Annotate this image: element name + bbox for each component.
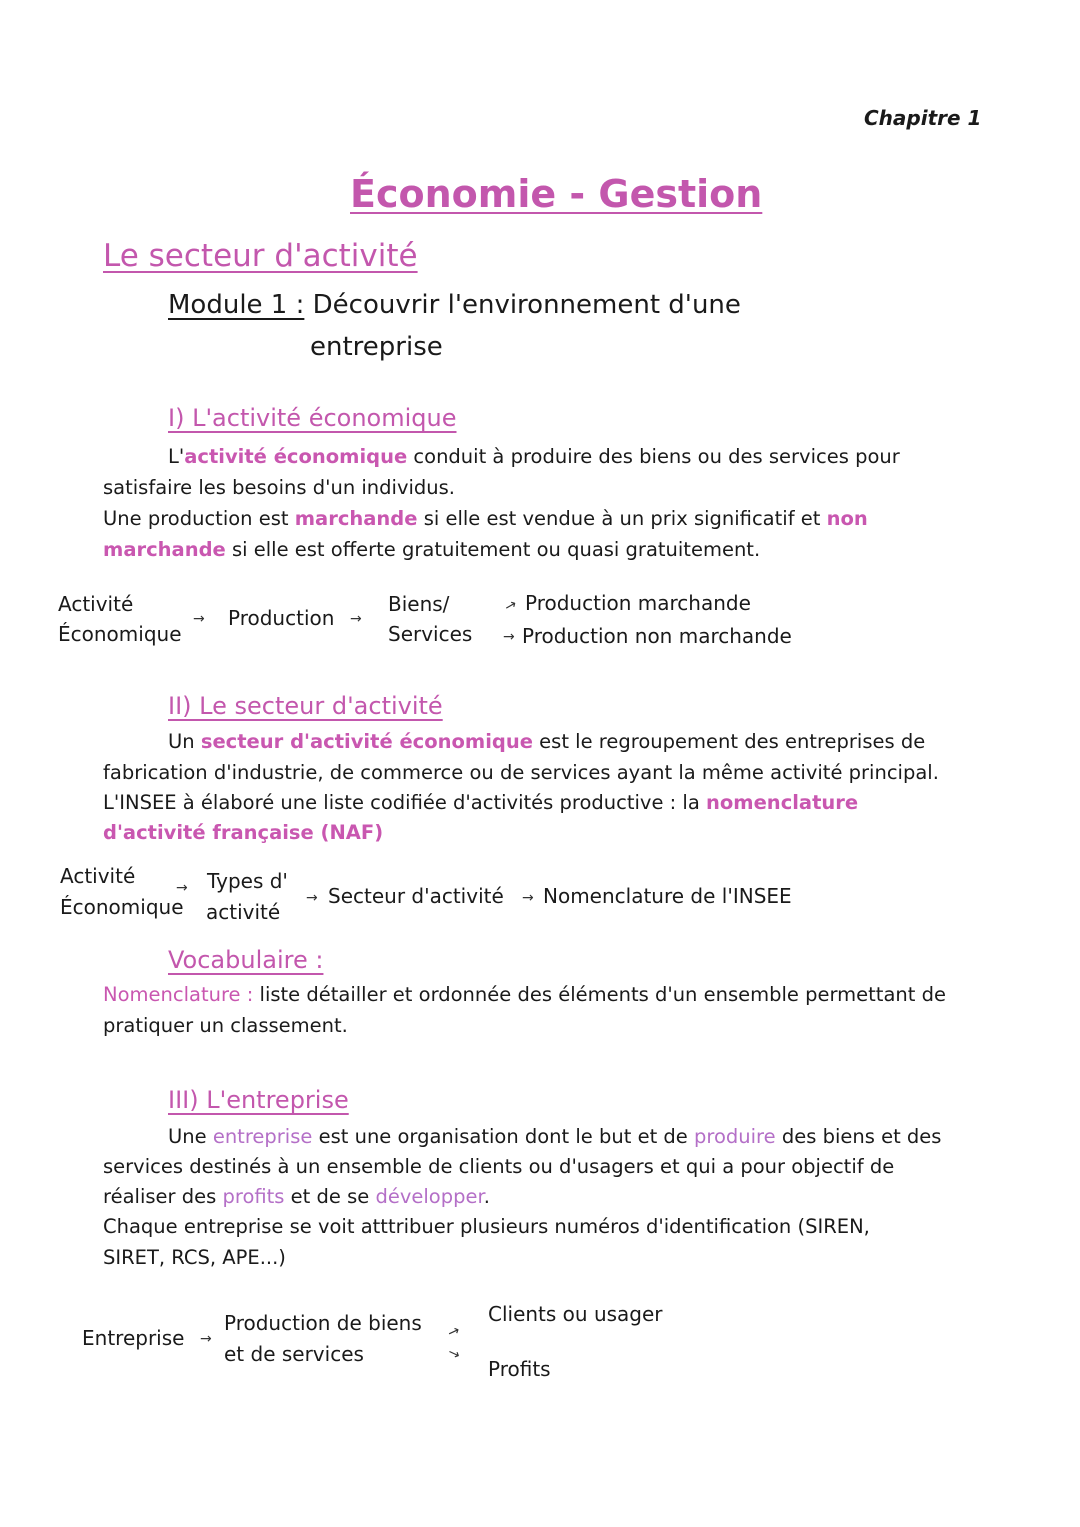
vocab-term: Nomenclature :	[103, 983, 254, 1006]
arrow-right-icon: →	[522, 890, 534, 906]
arrow-right-icon: →	[503, 629, 515, 645]
text: réaliser des	[103, 1185, 223, 1208]
text: liste détailler et ordonnée des éléments d'un ensemble permettant de	[253, 983, 946, 1006]
arrow-right-icon: →	[200, 1331, 212, 1347]
text: Une	[168, 1125, 213, 1148]
module-title	[168, 290, 741, 320]
diagram2-secteur: Secteur d'activité	[328, 884, 504, 908]
term-entreprise: entreprise	[212, 1125, 313, 1148]
section3-paragraph-line5: SIRET, RCS, APE...)	[103, 1246, 286, 1269]
text: Un	[168, 730, 201, 753]
text: Une production est	[103, 507, 295, 530]
diagram1-economique: Économique	[58, 622, 182, 646]
text: L'INSEE à élaboré une liste codifiée d'activités productive : la	[103, 791, 706, 814]
section3-paragraph-line3	[103, 1182, 490, 1213]
text: est le regroupement des entreprises de	[532, 730, 926, 753]
term-marchande-2: marchande	[103, 538, 226, 561]
term-non: non	[826, 507, 868, 530]
term-secteur-activite: secteur d'activité économique	[200, 730, 533, 753]
text: conduit à produire des biens ou des services pour	[407, 445, 900, 468]
diagram3-entreprise: Entreprise	[82, 1326, 185, 1350]
diagram3-services: et de services	[224, 1342, 364, 1366]
diagram3-profits: Profits	[488, 1357, 551, 1381]
section2-heading: II) Le secteur d'activité	[168, 692, 443, 720]
section2-paragraph-line1	[168, 727, 925, 758]
arrow-right-icon: →	[306, 890, 318, 906]
section1-paragraph-line3	[103, 504, 868, 535]
section1-paragraph-line4	[103, 535, 760, 566]
term-profits: profits	[222, 1185, 285, 1208]
section1-paragraph-line1	[168, 442, 900, 473]
vocab-line1	[103, 980, 946, 1011]
diagram2-activite: Activité	[60, 864, 136, 888]
module-text-line1: Découvrir l'environnement d'une	[312, 290, 741, 320]
diagram1-production-marchande: Production marchande	[525, 591, 751, 615]
text: est une organisation dont le but et de	[312, 1125, 694, 1148]
module-label: Module 1 :	[168, 290, 305, 320]
section1-paragraph-line2: satisfaire les besoins d'un individus.	[103, 476, 455, 499]
chapter-label: Chapitre 1	[864, 106, 982, 130]
section2-paragraph-line4: d'activité française (NAF)	[103, 821, 384, 844]
section3-heading: III) L'entreprise	[168, 1086, 349, 1114]
term-activite-economique: activité économique	[184, 445, 408, 468]
diagram3-clients: Clients ou usager	[488, 1302, 663, 1326]
arrow-up-right-icon: →	[445, 1322, 463, 1342]
diagram1-biens: Biens/	[388, 592, 450, 616]
diagram1-activite: Activité	[58, 592, 134, 616]
diagram1-production: Production	[228, 606, 335, 630]
text: .	[483, 1185, 490, 1208]
subject-title: Le secteur d'activité	[103, 238, 418, 274]
text: L'	[168, 445, 185, 468]
text: et de se	[284, 1185, 376, 1208]
vocab-line2: pratiquer un classement.	[103, 1014, 348, 1037]
diagram2-economique: Économique	[60, 895, 184, 919]
arrow-right-icon: →	[176, 880, 188, 896]
section3-paragraph-line1	[168, 1122, 941, 1153]
term-nomenclature: nomenclature	[705, 791, 859, 814]
module-text-line2: entreprise	[310, 332, 443, 362]
diagram1-services: Services	[388, 622, 473, 646]
arrow-right-icon: →	[193, 611, 205, 627]
diagram2-types: Types d'	[207, 869, 288, 893]
vocab-heading: Vocabulaire :	[168, 946, 324, 974]
section3-paragraph-line4: Chaque entreprise se voit atttribuer plusieurs numéros d'identification (SIREN,	[103, 1215, 870, 1238]
text: des biens et des	[775, 1125, 942, 1148]
term-produire: produire	[694, 1125, 776, 1148]
term-marchande: marchande	[294, 507, 418, 530]
arrow-up-right-icon: →	[501, 596, 520, 616]
section2-paragraph-line2: fabrication d'industrie, de commerce ou de services ayant la même activité principal.	[103, 761, 939, 784]
term-developper: développer	[375, 1185, 484, 1208]
text: si elle est offerte gratuitement ou quasi gratuitement.	[225, 538, 761, 561]
arrow-down-right-icon: →	[445, 1344, 463, 1364]
diagram2-activite-2: activité	[206, 900, 281, 924]
section2-paragraph-line3	[103, 788, 858, 819]
section1-heading: I) L'activité économique	[168, 404, 457, 432]
section3-paragraph-line2: services destinés à un ensemble de clients ou d'usagers et qui a pour objectif de	[103, 1155, 895, 1178]
text: si elle est vendue à un prix significatif et	[417, 507, 827, 530]
diagram1-production-non-marchande: Production non marchande	[522, 624, 792, 648]
page-title: Économie - Gestion	[350, 172, 763, 216]
arrow-right-icon: →	[350, 611, 362, 627]
diagram2-nomenclature: Nomenclature de l'INSEE	[543, 884, 792, 908]
diagram3-production-biens: Production de biens	[224, 1311, 422, 1335]
